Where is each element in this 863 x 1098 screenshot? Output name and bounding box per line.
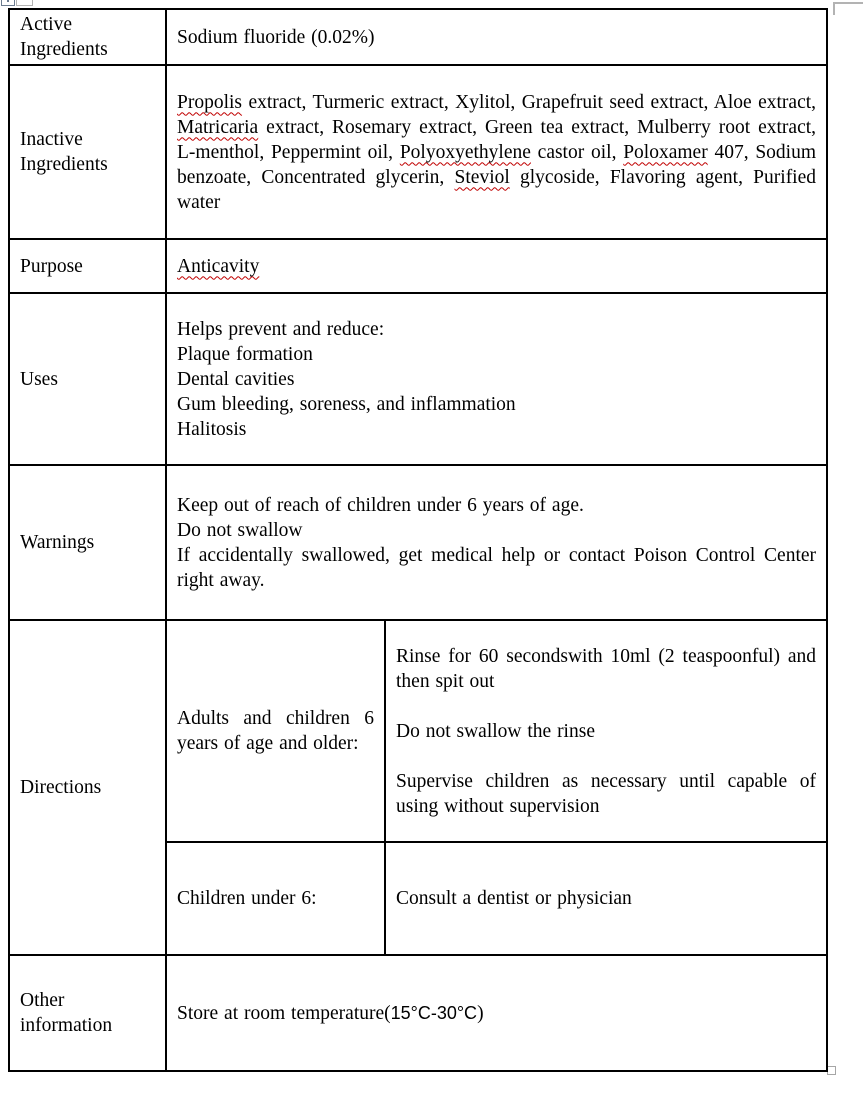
misspelled-word: Matricaria	[177, 116, 259, 138]
table-row-directions-adults	[9, 620, 827, 842]
text-segment: )	[477, 1002, 484, 1024]
text-line: If accidentally swallowed, get medical help or contact Poison Control Center right away.	[177, 544, 817, 591]
text-line	[396, 744, 816, 769]
other-information-label-cell: Other information	[9, 955, 166, 1071]
directions-label-cell: Directions	[9, 620, 166, 955]
directions-adults-value-cell	[385, 620, 827, 842]
uses-label-cell: Uses	[9, 293, 166, 465]
text-line: Rinse for 60 secondswith 10ml (2 teaspoonful) and then spit out	[396, 645, 817, 692]
text-segment: Store at room temperature(	[177, 1002, 391, 1024]
misspelled-word: Polyoxyethylene	[399, 141, 531, 163]
text-line: Gum bleeding, soreness, and inflammation	[177, 393, 516, 415]
table-row-inactive-ingredients	[9, 65, 827, 239]
table-row-warnings	[9, 465, 827, 620]
misspelled-word: Anticavity	[177, 255, 260, 277]
drug-facts-table	[8, 8, 828, 1072]
text-line	[396, 694, 816, 719]
text-line: Keep out of reach of children under 6 years of age.	[177, 494, 584, 516]
inactive-ingredients-label-cell: Inactive Ingredients	[9, 65, 166, 239]
active-ingredients-label-cell: Active Ingredients	[9, 9, 166, 65]
margin-marker-icon	[833, 2, 863, 15]
text-line: Halitosis	[177, 418, 247, 440]
text-segment: castor oil,	[530, 141, 624, 163]
text-segment: 407, Sodium benzoate, Concentrated glycerin,	[177, 141, 817, 188]
directions-children-label-cell: Children under 6:	[166, 842, 385, 955]
text-line: Dental cavities	[177, 368, 295, 390]
text-line: Supervise children as necessary until capable of using without supervision	[396, 770, 817, 817]
table-move-handle-icon[interactable]	[1, 0, 15, 6]
text-line: Plaque formation	[177, 343, 313, 365]
table-row-active-ingredients	[9, 9, 827, 65]
directions-adults-label-cell: Adults and children 6 years of age and older:	[166, 620, 385, 842]
move-handle-cross	[7, 0, 9, 2]
table-size-grip-icon[interactable]	[16, 0, 33, 6]
table-resize-handle-icon[interactable]	[827, 1066, 836, 1075]
uses-value-cell	[166, 293, 827, 465]
active-ingredients-value-cell: Sodium fluoride (0.02%)	[166, 9, 827, 65]
purpose-label-cell: Purpose	[9, 239, 166, 293]
warnings-value-cell	[166, 465, 827, 620]
text-line: Do not swallow	[177, 519, 303, 541]
text-segment: glycoside, Flavoring agent, Purified water	[177, 166, 817, 213]
warnings-label-cell: Warnings	[9, 465, 166, 620]
text-segment: 15°C-30°C	[390, 1002, 478, 1023]
text-line: Helps prevent and reduce:	[177, 318, 385, 340]
misspelled-word: Steviol	[454, 166, 510, 188]
purpose-value-cell	[166, 239, 827, 293]
text-segment: extract, Rosemary extract, Green tea extract, Mulberry root extract, L-menthol, Peppermint oil,	[177, 116, 817, 163]
table-row-uses	[9, 293, 827, 465]
directions-children-value-cell: Consult a dentist or physician	[385, 842, 827, 955]
text-line: Do not swallow the rinse	[396, 720, 595, 742]
misspelled-word: Propolis	[177, 91, 243, 113]
text-segment: extract, Turmeric extract, Xylitol, Grapefruit seed extract, Aloe extract,	[242, 91, 817, 113]
inactive-ingredients-value-cell	[166, 65, 827, 239]
other-information-value-cell	[166, 955, 827, 1071]
table-row-other-information	[9, 955, 827, 1071]
table-row-purpose	[9, 239, 827, 293]
misspelled-word: Poloxamer	[623, 141, 708, 163]
